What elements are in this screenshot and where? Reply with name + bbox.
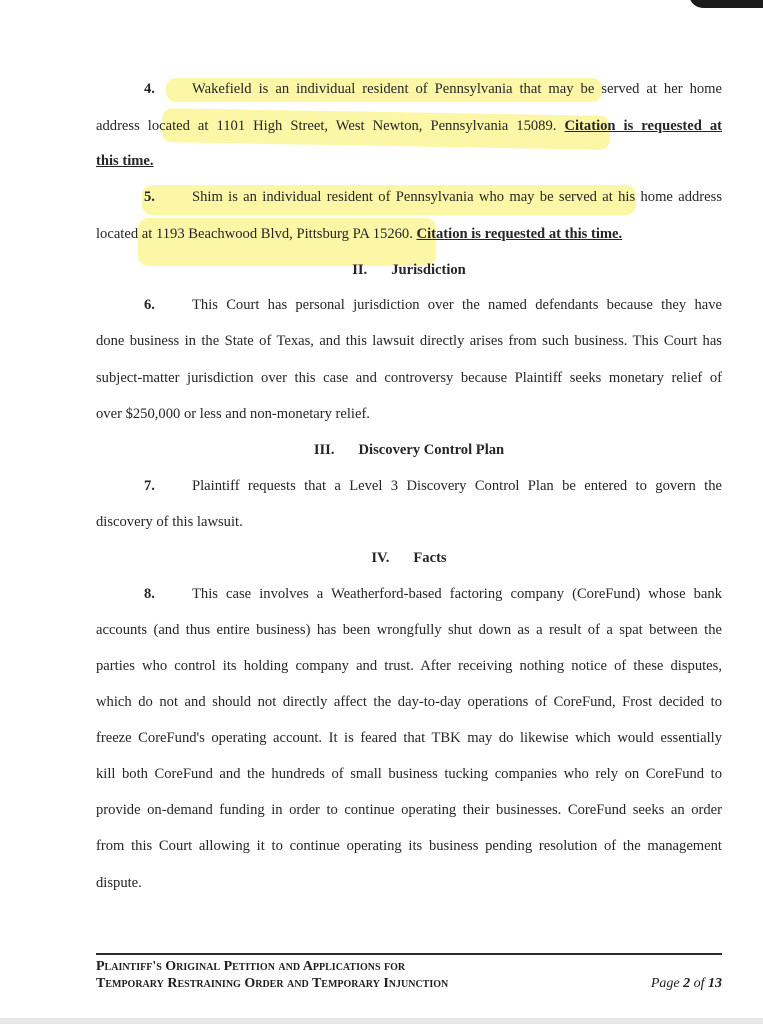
paragraph-number: 6. <box>144 297 155 313</box>
paragraph-number: 8. <box>144 586 155 602</box>
paragraph-8-line-4: which do not and should not directly affect the day-to-day operations of CoreFund, Frost decided to <box>96 694 722 710</box>
paragraph-4-line-2: address located at 1101 High Street, West Newton, Pennsylvania 15089. Citation is requested at <box>96 118 722 134</box>
citation-request: Citation is requested at this time. <box>416 226 623 242</box>
paragraph-8-line-5: freeze CoreFund's operating account. It is feared that TBK may do likewise which would essentially <box>96 730 722 746</box>
section-heading-facts: IV. Facts <box>371 550 447 566</box>
paragraph-6-line-2: done business in the State of Texas, and this lawsuit directly arises from such business. This Court has <box>96 333 722 349</box>
page-number: Page 2 of 13 <box>650 976 722 991</box>
citation-request: Citation is requested at <box>564 118 722 134</box>
section-heading-jurisdiction: II. Jurisdiction <box>352 262 466 278</box>
paragraph-4-line-1: 4. Wakefield is an individual resident of Pennsylvania that may be served at her home <box>96 80 722 98</box>
citation-request: this time. <box>96 153 154 169</box>
paragraph-7-line-1: 7. Plaintiff requests that a Level 3 Discovery Control Plan be entered to govern the <box>96 477 722 495</box>
paragraph-8-line-7: provide on-demand funding in order to continue operating their businesses. CoreFund seeks an order <box>96 802 722 818</box>
paragraph-8-line-2: accounts (and thus entire business) has been wrongfully shut down as a result of a spat between the <box>96 622 722 638</box>
section-heading-discovery: III. Discovery Control Plan <box>313 442 505 458</box>
footer-divider <box>96 953 722 955</box>
paragraph-number: 4. <box>144 81 155 97</box>
paragraph-8-line-6: kill both CoreFund and the hundreds of small business tucking companies who rely on CoreFund to <box>96 766 722 782</box>
paragraph-6-line-1: 6. This Court has personal jurisdiction over the named defendants because they have <box>96 296 722 314</box>
paragraph-6-line-3: subject-matter jurisdiction over this case and controversy because Plaintiff seeks monetary relief of <box>96 370 722 386</box>
paragraph-8-line-8: from this Court allowing it to continue operating its business pending resolution of the management <box>96 838 722 854</box>
paragraph-8-line-1: 8. This case involves a Weatherford-based factoring company (CoreFund) whose bank <box>96 585 722 603</box>
footer-title-line-1: Plaintiff's Original Petition and Applications for <box>96 959 406 974</box>
window-corner-tab <box>689 0 763 8</box>
paragraph-4-line-3 <box>96 152 722 170</box>
paragraph-number: 7. <box>144 478 155 494</box>
paragraph-number: 5. <box>144 189 155 205</box>
paragraph-8-line-9: dispute. <box>96 875 142 891</box>
paragraph-7-line-2: discovery of this lawsuit. <box>96 514 243 530</box>
paragraph-5-line-2: located at 1193 Beachwood Blvd, Pittsburg PA 15260. Citation is requested at this time. <box>96 226 623 242</box>
bottom-edge-bar <box>0 1018 763 1024</box>
paragraph-8-line-3: parties who control its holding company and trust. After receiving nothing notice of these disputes, <box>96 658 722 674</box>
paragraph-5-line-1: 5. Shim is an individual resident of Pennsylvania who may be served at his home address <box>96 188 722 206</box>
footer-title-line-2: Temporary Restraining Order and Temporary Injunction <box>96 976 449 991</box>
paragraph-6-line-4: over $250,000 or less and non-monetary relief. <box>96 406 370 422</box>
